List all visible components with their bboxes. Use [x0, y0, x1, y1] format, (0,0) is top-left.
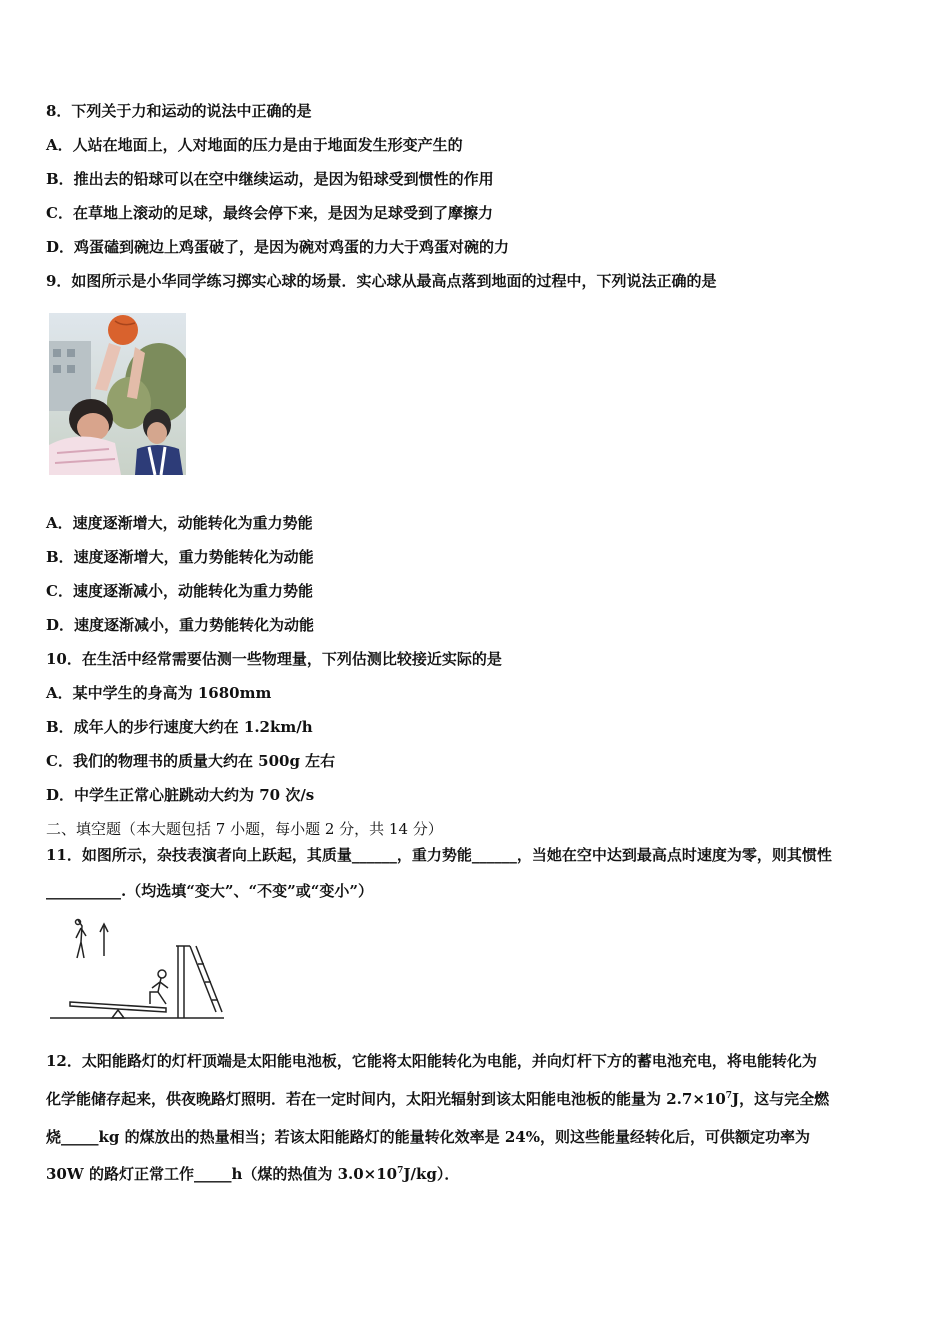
q12-line-4-part-a: 30W 的路灯正常工作_____h（煤的热值为 3.0×10	[46, 1165, 398, 1183]
q9-option-a: A．速度逐渐增大，动能转化为重力势能	[46, 514, 313, 532]
q12-line-3: 烧_____kg 的煤放出的热量相当；若该太阳能路灯的能量转化效率是 24%，则这些能量经转化后，可供额定功率为	[46, 1128, 810, 1146]
q9-stem: 9．如图所示是小华同学练习掷实心球的场景．实心球从最高点落到地面的过程中，下列说法正确的是	[46, 272, 717, 290]
section-heading: 二、填空题（本大题包括 7 小题，每小题 2 分，共 14 分）	[46, 820, 443, 838]
q8-option-b: B．推出去的铅球可以在空中继续运动，是因为铅球受到惯性的作用	[46, 170, 494, 188]
q9-option-d: D．速度逐渐减小，重力势能转化为动能	[46, 616, 315, 634]
q8-option-d: D．鸡蛋磕到碗边上鸡蛋破了，是因为碗对鸡蛋的力大于鸡蛋对碗的力	[46, 238, 510, 256]
q10-option-a: A．某中学生的身高为 1680mm	[46, 684, 272, 702]
q8-stem: 8．下列关于力和运动的说法中正确的是	[46, 102, 312, 120]
q12-exponent-1: 7	[725, 1091, 733, 1101]
q11-line-2: __________.（均选填“变大”、“不变”或“变小”）	[46, 882, 373, 900]
q9-option-b: B．速度逐渐增大，重力势能转化为动能	[46, 548, 314, 566]
q11-line-1: 11．如图所示，杂技表演者向上跃起，其质量______，重力势能______，当她在空中达到最高点时速度为零，则其惯性	[46, 846, 832, 864]
q8-option-a: A．人站在地面上，人对地面的压力是由于地面发生形变产生的	[46, 136, 463, 154]
shot-put-photo	[49, 313, 186, 475]
q12-line-4	[46, 1164, 459, 1184]
q12-exponent-2: 7	[397, 1166, 404, 1176]
q10-stem: 10．在生活中经常需要估测一些物理量，下列估测比较接近实际的是	[46, 650, 502, 668]
q10-option-b: B．成年人的步行速度大约在 1.2km/h	[46, 718, 313, 736]
q12-line-4-part-b: J/kg）．	[403, 1165, 460, 1183]
q12-line-2-part-b: J，这与完全燃	[732, 1090, 830, 1108]
q8-option-c: C．在草地上滚动的足球，最终会停下来，是因为足球受到了摩擦力	[46, 204, 493, 222]
q12-line-1: 12．太阳能路灯的灯杆顶端是太阳能电池板，它能将太阳能转化为电能，并向灯杆下方的蓄电池充电，将电能转化为	[46, 1052, 817, 1070]
q10-option-d: D．中学生正常心脏跳动大约为 70 次/s	[46, 786, 315, 804]
q9-option-c: C．速度逐渐减小，动能转化为重力势能	[46, 582, 313, 600]
q12-line-2-part-a: 化学能储存起来，供夜晚路灯照明．若在一定时间内，太阳光辐射到该太阳能电池板的能量为 2.7×10	[46, 1090, 726, 1108]
acrobat-diagram	[48, 912, 228, 1022]
q10-option-c: C．我们的物理书的质量大约在 500g 左右	[46, 752, 336, 770]
q12-line-2	[46, 1089, 829, 1109]
